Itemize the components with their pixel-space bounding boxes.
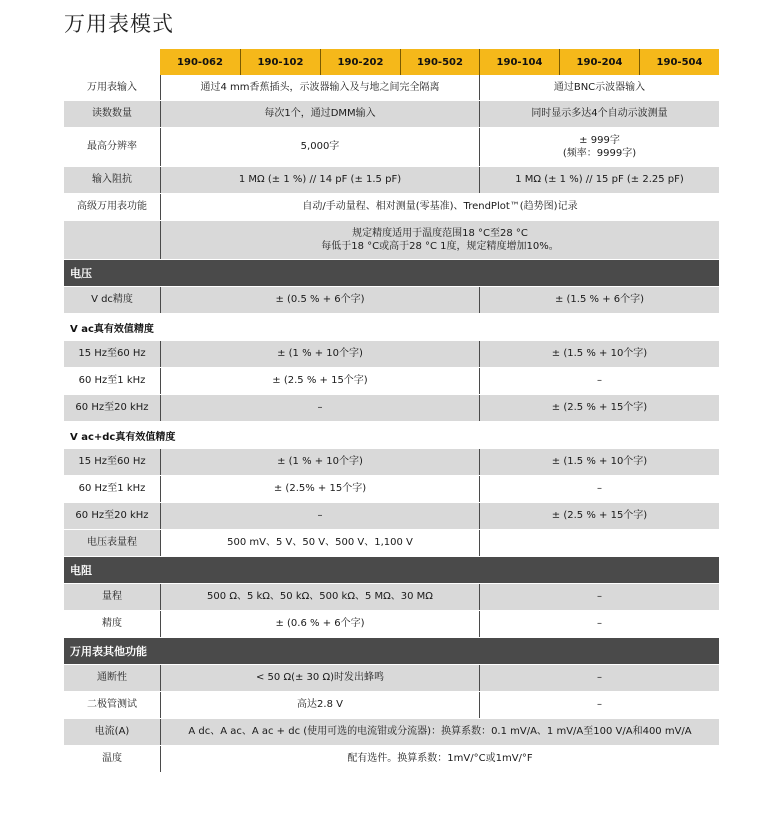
resolution-frequency: (频率：9999字) (562, 148, 637, 159)
table-row (64, 665, 719, 692)
row-value-left: 通过4 mm香蕉插头，示波器输入及与地之间完全隔离 (160, 75, 479, 100)
row-value-right: – (479, 665, 719, 691)
row-value-left: ± (0.5 % + 6个字) (160, 287, 479, 313)
row-value-left: 高达2.8 V (160, 692, 479, 718)
row-label: 15 Hz至60 Hz (78, 456, 146, 468)
row-value-full: 配有选件。换算系数：1mV/°C或1mV/°F (160, 746, 719, 772)
model-header-190-504: 190-504 (639, 49, 719, 75)
table-row (64, 101, 719, 128)
row-value-left: 500 Ω、5 kΩ、50 kΩ、500 kΩ、5 MΩ、30 MΩ (160, 584, 479, 610)
table-row (64, 503, 719, 530)
model-header-190-502: 190-502 (400, 49, 479, 75)
row-value-left: 5,000字 (160, 128, 479, 166)
row-value-right: ± (1.5 % + 10个字) (479, 449, 719, 475)
subheading-vac: V ac真有效值精度 (64, 314, 719, 341)
row-value-left: ± (0.6 % + 6个字) (160, 611, 479, 637)
model-header-190-062: 190-062 (160, 49, 240, 75)
note-line-2: 每低于18 °C或高于28 °C 1度，规定精度增加10%。 (321, 241, 559, 252)
row-value-right: ± (1.5 % + 6个字) (479, 287, 719, 313)
row-label: 60 Hz至20 kHz (75, 510, 149, 522)
table-row (64, 221, 719, 260)
row-label: V dc精度 (91, 294, 133, 306)
row-value-right: – (479, 584, 719, 610)
subheading-vacdc: V ac+dc真有效值精度 (64, 422, 719, 449)
table-row (64, 287, 719, 314)
row-label: 读数数量 (92, 108, 132, 120)
row-value-left: ± (1 % + 10个字) (160, 449, 479, 475)
row-label: 二极管测试 (87, 699, 137, 711)
row-value-right: ± (1.5 % + 10个字) (479, 341, 719, 367)
table-row (64, 584, 719, 611)
row-value-left: 每次1个，通过DMM输入 (160, 101, 479, 127)
row-value-left: ± (1 % + 10个字) (160, 341, 479, 367)
section-heading-voltage: 电压 (64, 260, 719, 287)
table-row (64, 611, 719, 638)
row-label: 15 Hz至60 Hz (78, 348, 146, 360)
row-label: 精度 (102, 618, 122, 630)
row-value-left: ± (2.5 % + 15个字) (160, 368, 479, 394)
table-row (64, 341, 719, 368)
row-label: 万用表输入 (87, 81, 137, 93)
row-value-right: ± (2.5 % + 15个字) (479, 395, 719, 421)
row-value-right: 1 MΩ (± 1 %) // 15 pF (± 2.25 pF) (479, 167, 719, 193)
row-value-right (479, 128, 719, 166)
section-heading-other-functions: 万用表其他功能 (64, 638, 719, 665)
row-value-right: – (479, 476, 719, 502)
table-row (64, 449, 719, 476)
table-row (64, 476, 719, 503)
row-value-left: ± (2.5% + 15个字) (160, 476, 479, 502)
row-value-right: – (479, 692, 719, 718)
row-value-left: – (160, 503, 479, 529)
row-label: 电压表量程 (87, 537, 137, 549)
row-label: 60 Hz至1 kHz (78, 375, 146, 387)
row-label: 量程 (102, 591, 122, 603)
spec-table (64, 49, 719, 773)
row-label: 电流(A) (94, 726, 130, 738)
table-row (64, 746, 719, 773)
row-label: 通断性 (97, 672, 127, 684)
row-value-full: A dc、A ac、A ac + dc (使用可选的电流钳或分流器)：换算系数：0.1 mV/A、1 mV/A至100 V/A和400 mV/A (160, 719, 719, 745)
note-line-1: 规定精度适用于温度范围18 °C至28 °C (352, 227, 528, 239)
accuracy-note (160, 221, 719, 259)
row-value-right: – (479, 611, 719, 637)
row-label: 高级万用表功能 (77, 201, 147, 213)
row-value-left: – (160, 395, 479, 421)
row-value-left: 500 mV、5 V、50 V、500 V、1,100 V (160, 530, 479, 556)
page-title: 万用表模式 (64, 12, 174, 36)
row-value-right: 通过BNC示波器输入 (479, 75, 719, 100)
row-label: 最高分辨率 (87, 141, 137, 153)
table-row (64, 692, 719, 719)
resolution-value: ± 999字 (579, 134, 620, 146)
row-label: 60 Hz至20 kHz (75, 402, 149, 414)
row-label (64, 221, 160, 259)
row-label: 温度 (102, 753, 122, 765)
row-value-right (479, 530, 719, 556)
model-header-190-202: 190-202 (320, 49, 400, 75)
table-row (64, 128, 719, 167)
row-value-right: 同时显示多达4个自动示波测量 (479, 101, 719, 127)
table-row (64, 75, 719, 101)
table-row (64, 194, 719, 221)
table-row (64, 395, 719, 422)
row-value-right: ± (2.5 % + 15个字) (479, 503, 719, 529)
row-value-left: 1 MΩ (± 1 %) // 14 pF (± 1.5 pF) (160, 167, 479, 193)
model-header-row (64, 49, 719, 75)
table-row (64, 719, 719, 746)
row-value-full: 自动/手动量程、相对测量(零基准)、TrendPlot™(趋势图)记录 (160, 194, 719, 220)
row-value-right: – (479, 368, 719, 394)
table-row (64, 167, 719, 194)
model-header-190-104: 190-104 (479, 49, 559, 75)
section-heading-resistance: 电阻 (64, 557, 719, 584)
model-header-190-204: 190-204 (559, 49, 639, 75)
model-header-190-102: 190-102 (240, 49, 320, 75)
row-value-left: < 50 Ω(± 30 Ω)时发出蜂鸣 (160, 665, 479, 691)
table-row (64, 530, 719, 557)
row-label: 输入阻抗 (92, 174, 132, 186)
row-label: 60 Hz至1 kHz (78, 483, 146, 495)
table-row (64, 368, 719, 395)
